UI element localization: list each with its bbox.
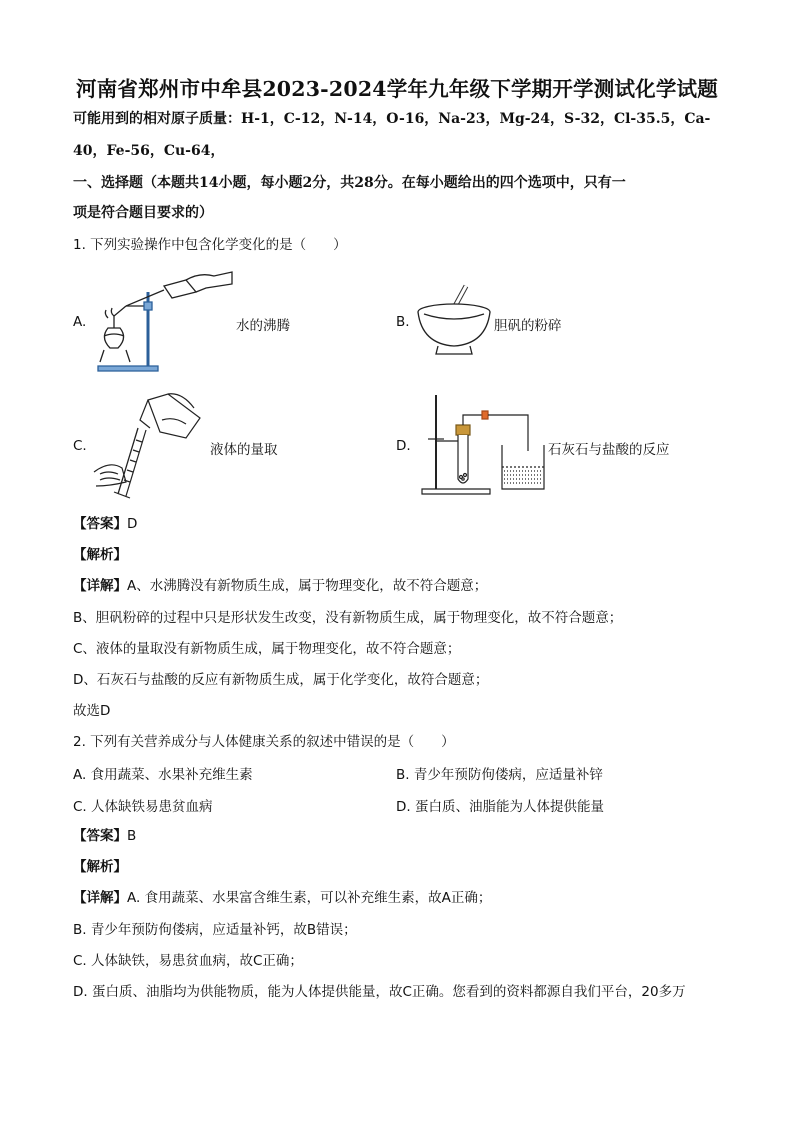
explanation-text: A. 食用蔬菜、水果富含维生素，可以补充维生素，故A正确； (127, 890, 492, 906)
q1-conclusion: 故选D (73, 703, 111, 719)
answer-label: 【答案】 (73, 516, 127, 532)
graduated-cylinder-pouring-icon (90, 390, 210, 505)
q1-option-d-letter: D. (396, 438, 411, 454)
q2-explanation-c: C. 人体缺铁，易患贫血病，故C正确； (73, 953, 303, 969)
detail-label: 【详解】 (73, 578, 127, 594)
q2-option-c: C. 人体缺铁易患贫血病 (73, 799, 213, 815)
gas-generation-apparatus-icon (418, 393, 548, 498)
q2-explanation-b: B. 青少年预防佝偻病，应适量补钙，故B错误； (73, 922, 357, 938)
q2-option-b: B. 青少年预防佝偻病，应适量补锌 (396, 767, 603, 783)
q1-option-b-caption: 胆矾的粉碎 (494, 318, 562, 334)
q2-answer (73, 826, 723, 846)
question-1-stem: 1. 下列实验操作中包含化学变化的是（ ） (73, 237, 347, 253)
q1-explanation-a (73, 576, 723, 596)
q1-option-a-caption: 水的沸腾 (236, 318, 290, 334)
q2-option-a: A. 食用蔬菜、水果补充维生素 (73, 767, 253, 783)
atomic-mass-line-1: 可能用到的相对原子质量：H-1，C-12，N-14，O-16，Na-23，Mg-24，S-32，Cl-35.5，Ca- (73, 111, 711, 127)
detail-label: 【详解】 (73, 890, 127, 906)
section-heading-line-1: 一、选择题（本题共14小题，每小题2分，共28分。在每小题给出的四个选项中，只有一 (73, 175, 626, 191)
q1-explanation-c: C、液体的量取没有新物质生成，属于物理变化，故不符合题意； (73, 641, 461, 657)
q2-analysis-label: 【解析】 (73, 859, 127, 875)
q1-option-c-letter: C. (73, 438, 87, 454)
answer-value: D (127, 516, 138, 532)
section-heading-line-2: 项是符合题目要求的） (73, 205, 213, 221)
q1-option-c-caption: 液体的量取 (210, 442, 278, 458)
q1-explanation-b: B、胆矾粉碎的过程中只是形状发生改变，没有新物质生成，属于物理变化，故不符合题意； (73, 610, 623, 626)
page-title: 河南省郑州市中牟县2023-2024学年九年级下学期开学测试化学试题 (76, 77, 718, 101)
q2-explanation-d: D. 蛋白质、油脂均为供能物质，能为人体提供能量，故C正确。您看到的资料都源自我们平台，20多万 (73, 984, 686, 1000)
q1-explanation-d: D、石灰石与盐酸的反应有新物质生成，属于化学变化，故符合题意； (73, 672, 489, 688)
q1-option-a-letter: A. (73, 314, 87, 330)
q1-analysis-label: 【解析】 (73, 547, 127, 563)
question-2-stem: 2. 下列有关营养成分与人体健康关系的叙述中错误的是（ ） (73, 734, 455, 750)
q1-answer (73, 514, 723, 534)
atomic-mass-line-2: 40，Fe-56，Cu-64， (73, 143, 225, 159)
boiling-water-apparatus-icon (90, 266, 240, 376)
q1-option-b-letter: B. (396, 314, 410, 330)
answer-label: 【答案】 (73, 828, 127, 844)
q2-option-d: D. 蛋白质、油脂能为人体提供能量 (396, 799, 604, 815)
q2-explanation-a (73, 888, 723, 908)
explanation-text: A、水沸腾没有新物质生成，属于物理变化，故不符合题意； (127, 578, 488, 594)
mortar-pestle-icon (414, 284, 494, 356)
answer-value: B (127, 828, 137, 844)
q1-option-d-caption: 石灰石与盐酸的反应 (548, 442, 670, 458)
